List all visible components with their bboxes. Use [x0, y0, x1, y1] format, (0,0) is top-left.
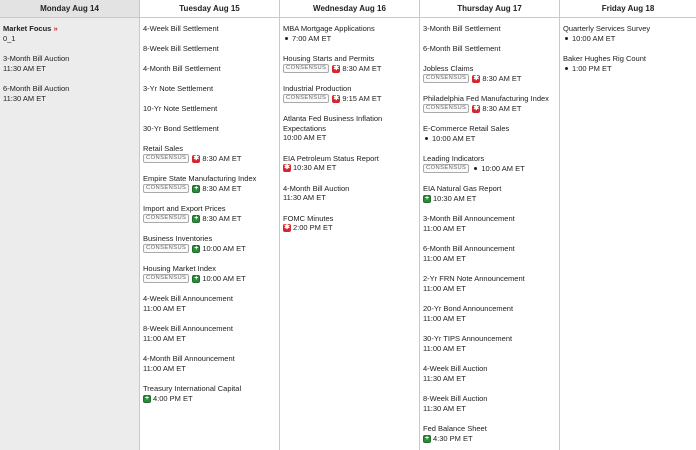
- event-item[interactable]: [423, 364, 559, 384]
- event-name-text[interactable]: 4-Week Bill Announcement: [143, 294, 233, 303]
- event-name-text[interactable]: 3-Month Bill Auction: [3, 54, 70, 63]
- event-time-row: [143, 304, 279, 314]
- event-item[interactable]: [423, 24, 559, 34]
- event-item[interactable]: [283, 84, 419, 104]
- star-badge-icon: ✱: [473, 74, 480, 82]
- event-name[interactable]: [423, 424, 559, 434]
- event-time: 11:30 AM ET: [423, 403, 466, 413]
- event-time: 11:00 AM ET: [143, 363, 186, 373]
- event-name[interactable]: [283, 114, 419, 133]
- event-time-row: [423, 254, 559, 264]
- event-item[interactable]: [423, 94, 559, 114]
- event-name-text[interactable]: Housing Starts and Permits: [283, 54, 375, 63]
- plus-badge-icon: +: [194, 214, 199, 222]
- event-time-row: [423, 404, 559, 414]
- star-badge-icon: ✱: [284, 224, 290, 231]
- event-time-row: [143, 214, 279, 224]
- plus-badge-icon: +: [424, 194, 430, 202]
- event-time: 11:00 AM ET: [423, 223, 466, 233]
- event-name[interactable]: [563, 24, 696, 34]
- event-time-row: [283, 133, 419, 143]
- event-time: 11:00 AM ET: [423, 343, 466, 353]
- event-time-row: [563, 64, 696, 74]
- event-name[interactable]: [143, 44, 279, 54]
- event-name-text[interactable]: E-Commerce Retail Sales: [423, 124, 510, 133]
- event-name[interactable]: [283, 24, 419, 34]
- event-time-row: [423, 224, 559, 234]
- event-time: 11:30 AM ET: [423, 373, 466, 383]
- event-item[interactable]: [423, 184, 559, 204]
- event-time-row: [283, 193, 419, 203]
- event-name-text[interactable]: 4-Month Bill Settlement: [143, 64, 221, 73]
- plus-badge-icon: +: [194, 244, 199, 252]
- event-time-row: [563, 34, 696, 44]
- event-name-text[interactable]: 20-Yr Bond Announcement: [423, 304, 514, 313]
- event-name-text[interactable]: MBA Mortgage Applications: [283, 24, 375, 33]
- event-time: 10:00 AM ET: [202, 243, 246, 253]
- event-name-text[interactable]: 4-Week Bill Auction: [423, 364, 488, 373]
- event-name[interactable]: [143, 124, 279, 134]
- event-item[interactable]: [563, 54, 696, 74]
- event-name-text[interactable]: 2-Yr FRN Note Announcement: [423, 274, 525, 283]
- event-name-text[interactable]: Retail Sales: [143, 144, 184, 153]
- event-time: 11:00 AM ET: [423, 313, 466, 323]
- event-time: 10:00 AM ET: [283, 133, 327, 142]
- event-name-text[interactable]: FOMC Minutes: [283, 213, 334, 223]
- event-item[interactable]: [423, 154, 559, 174]
- event-item[interactable]: [143, 44, 279, 54]
- event-time: 11:00 AM ET: [143, 333, 186, 343]
- bullet-dot-icon: [425, 137, 428, 140]
- plus-badge-icon: +: [194, 184, 199, 192]
- event-list: [280, 18, 419, 233]
- event-item[interactable]: [143, 384, 279, 404]
- event-subtext: 0_1: [3, 33, 16, 43]
- event-name-text[interactable]: 6-Month Bill Settlement: [423, 44, 501, 53]
- event-name[interactable]: [143, 64, 279, 74]
- event-name-text[interactable]: Baker Hughes Rig Count: [563, 54, 646, 63]
- link-arrow-icon[interactable]: »: [53, 24, 58, 33]
- event-name[interactable]: [283, 184, 419, 194]
- event-time-row: [143, 274, 279, 284]
- event-time-row: [423, 284, 559, 294]
- event-item[interactable]: [423, 64, 559, 84]
- event-name[interactable]: [283, 214, 419, 224]
- event-name-text[interactable]: Fed Balance Sheet: [423, 424, 487, 433]
- event-time: 8:30 AM ET: [482, 73, 522, 83]
- consensus-badge[interactable]: CONSENSUS: [143, 244, 189, 253]
- event-name-text[interactable]: 8-Week Bill Auction: [423, 394, 488, 403]
- event-item[interactable]: [3, 24, 139, 44]
- event-name[interactable]: [423, 124, 559, 134]
- event-item[interactable]: [423, 44, 559, 54]
- event-name[interactable]: [423, 24, 559, 34]
- event-item[interactable]: [143, 324, 279, 344]
- day-column: [420, 0, 560, 450]
- event-time-row: [423, 104, 559, 114]
- event-time: 1:00 PM ET: [572, 63, 612, 73]
- event-time-row: [143, 334, 279, 344]
- star-badge-icon: ✱: [284, 164, 290, 171]
- event-name[interactable]: [423, 214, 559, 224]
- event-time: 11:30 AM ET: [283, 193, 326, 202]
- event-name[interactable]: [3, 84, 139, 94]
- event-time: 9:15 AM ET: [342, 93, 382, 103]
- event-name-text[interactable]: 6-Month Bill Auction: [3, 84, 70, 93]
- event-time: 11:30 AM ET: [3, 93, 46, 103]
- bullet-dot-icon: [474, 167, 477, 170]
- event-time-row: [143, 364, 279, 374]
- event-time: 8:30 AM ET: [202, 153, 242, 163]
- event-time-row: [143, 244, 279, 254]
- event-time: 8:30 AM ET: [342, 63, 382, 73]
- event-item[interactable]: [283, 214, 419, 234]
- event-time: 10:30 AM ET: [293, 163, 337, 172]
- event-time-row: [423, 74, 559, 84]
- consensus-badge[interactable]: CONSENSUS: [423, 74, 469, 83]
- event-name-text[interactable]: Industrial Production: [283, 84, 352, 93]
- event-item[interactable]: [563, 24, 696, 44]
- event-time: 11:00 AM ET: [143, 303, 186, 313]
- event-time: 10:00 AM ET: [481, 163, 525, 173]
- day-column: [560, 0, 696, 450]
- consensus-badge[interactable]: CONSENSUS: [143, 214, 189, 223]
- event-name-text[interactable]: 3-Month Bill Settlement: [423, 24, 501, 33]
- event-item[interactable]: [423, 394, 559, 414]
- consensus-badge[interactable]: CONSENSUS: [143, 184, 189, 193]
- consensus-badge[interactable]: CONSENSUS: [283, 64, 329, 73]
- event-time: 2:00 PM ET: [293, 223, 333, 232]
- plus-badge-icon: +: [144, 394, 150, 402]
- event-item[interactable]: [143, 174, 279, 194]
- day-header: Thursday Aug 17: [420, 0, 559, 18]
- event-name-text[interactable]: Empire State Manufacturing Index: [143, 174, 257, 183]
- event-name-text[interactable]: Leading Indicators: [423, 154, 485, 163]
- day-header: Wednesday Aug 16: [280, 0, 419, 18]
- event-item[interactable]: [3, 54, 139, 74]
- event-item[interactable]: [423, 424, 559, 444]
- event-time-row: [143, 394, 279, 404]
- star-badge-icon: ✱: [473, 104, 480, 112]
- event-item[interactable]: [143, 104, 279, 114]
- event-list: [140, 18, 279, 404]
- event-name-text[interactable]: 8-Week Bill Settlement: [143, 44, 219, 53]
- event-time: 11:00 AM ET: [423, 283, 466, 293]
- day-column: [0, 0, 140, 450]
- event-time-row: [283, 64, 419, 74]
- event-time-row: [283, 94, 419, 104]
- event-name-text[interactable]: Import and Export Prices: [143, 204, 226, 213]
- event-item[interactable]: [143, 64, 279, 74]
- day-column: [140, 0, 280, 450]
- event-name-text[interactable]: EIA Natural Gas Report: [423, 184, 502, 193]
- event-name[interactable]: [423, 44, 559, 54]
- event-item[interactable]: [3, 84, 139, 104]
- plus-badge-icon: +: [194, 274, 199, 282]
- event-name[interactable]: [143, 234, 279, 244]
- event-item[interactable]: [423, 334, 559, 354]
- event-name-text[interactable]: 30-Yr Bond Settlement: [143, 124, 219, 133]
- event-time-row: [3, 64, 139, 74]
- event-list: [0, 18, 139, 104]
- event-name[interactable]: [423, 184, 559, 194]
- consensus-badge[interactable]: CONSENSUS: [143, 274, 189, 283]
- event-name[interactable]: [143, 104, 279, 114]
- event-name-text[interactable]: EIA Petroleum Status Report: [283, 153, 379, 163]
- day-header: Friday Aug 18: [560, 0, 696, 18]
- event-time-row: [423, 374, 559, 384]
- event-name[interactable]: [423, 244, 559, 254]
- event-item[interactable]: [283, 24, 419, 44]
- event-item[interactable]: [283, 154, 419, 174]
- event-name[interactable]: [283, 154, 419, 164]
- event-time-row: [283, 163, 419, 173]
- event-name-text[interactable]: Jobless Claims: [423, 64, 474, 73]
- event-item[interactable]: [423, 244, 559, 264]
- event-item[interactable]: [143, 294, 279, 314]
- consensus-badge[interactable]: CONSENSUS: [143, 154, 189, 163]
- event-name[interactable]: [143, 84, 279, 94]
- event-list: [420, 18, 559, 444]
- event-name-text[interactable]: 30-Yr TIPS Announcement: [423, 334, 513, 343]
- event-name-text[interactable]: Business Inventories: [143, 234, 213, 243]
- event-time: 11:30 AM ET: [3, 63, 46, 73]
- event-name[interactable]: [143, 324, 279, 334]
- event-time-row: [423, 194, 559, 204]
- event-item[interactable]: [143, 124, 279, 134]
- event-time-row: [423, 344, 559, 354]
- event-name-text[interactable]: 6-Month Bill Announcement: [423, 244, 515, 253]
- event-name[interactable]: [143, 294, 279, 304]
- event-time: 10:00 AM ET: [572, 33, 616, 43]
- day-header: Monday Aug 14: [0, 0, 139, 18]
- plus-badge-icon: +: [424, 434, 430, 442]
- event-name-text[interactable]: 4-Month Bill Auction: [283, 183, 350, 193]
- event-name[interactable]: [423, 64, 559, 74]
- event-item[interactable]: [423, 214, 559, 234]
- event-name[interactable]: [283, 84, 419, 94]
- event-item[interactable]: [423, 124, 559, 144]
- event-name-text[interactable]: Atlanta Fed Business Inflation Expectations: [283, 114, 383, 133]
- event-name[interactable]: [3, 24, 139, 34]
- event-name-text[interactable]: Housing Market Index: [143, 264, 216, 273]
- event-name[interactable]: [143, 384, 279, 394]
- event-name-text[interactable]: 3-Yr Note Settlement: [143, 84, 214, 93]
- day-column: [280, 0, 420, 450]
- event-item[interactable]: [423, 304, 559, 324]
- event-item[interactable]: [143, 264, 279, 284]
- event-name[interactable]: [423, 304, 559, 314]
- event-name[interactable]: [143, 264, 279, 274]
- event-item[interactable]: [283, 54, 419, 74]
- event-time-row: [143, 154, 279, 164]
- event-item[interactable]: [283, 184, 419, 204]
- event-item[interactable]: [143, 234, 279, 254]
- event-time: 10:30 AM ET: [433, 193, 477, 203]
- event-time: 8:30 AM ET: [482, 103, 522, 113]
- event-name-text[interactable]: 3-Month Bill Announcement: [423, 214, 515, 223]
- event-time: 10:00 AM ET: [432, 133, 476, 143]
- event-time: 11:00 AM ET: [423, 253, 466, 263]
- event-name-text[interactable]: 10-Yr Note Settlement: [143, 104, 218, 113]
- event-name-text[interactable]: 8-Week Bill Announcement: [143, 324, 233, 333]
- event-time-row: [3, 94, 139, 104]
- event-time-row: [423, 314, 559, 324]
- event-item[interactable]: [143, 84, 279, 94]
- event-name-text[interactable]: Market Focus: [3, 24, 52, 33]
- event-name-text[interactable]: Philadelphia Fed Manufacturing Index: [423, 94, 549, 103]
- event-name[interactable]: [3, 54, 139, 64]
- event-name[interactable]: [143, 354, 279, 364]
- event-name[interactable]: [423, 154, 559, 164]
- event-item[interactable]: [143, 24, 279, 34]
- event-name[interactable]: [563, 54, 696, 64]
- event-time: 7:00 AM ET: [292, 33, 332, 43]
- event-time: 10:00 AM ET: [202, 273, 246, 283]
- event-time-row: [423, 164, 559, 174]
- event-item[interactable]: [143, 144, 279, 164]
- star-badge-icon: ✱: [333, 94, 340, 102]
- bullet-dot-icon: [565, 67, 568, 70]
- event-name[interactable]: [423, 364, 559, 374]
- event-name[interactable]: [423, 394, 559, 404]
- event-time-row: [423, 434, 559, 444]
- event-time-row: [283, 223, 419, 233]
- event-time: 8:30 AM ET: [202, 183, 242, 193]
- event-name-text[interactable]: 4-Week Bill Settlement: [143, 24, 219, 33]
- consensus-badge[interactable]: CONSENSUS: [423, 104, 469, 113]
- consensus-badge[interactable]: CONSENSUS: [283, 94, 329, 103]
- event-time: 4:00 PM ET: [153, 393, 193, 403]
- star-badge-icon: ✱: [333, 64, 340, 72]
- event-name[interactable]: [143, 204, 279, 214]
- event-name-text[interactable]: 4-Month Bill Announcement: [143, 354, 235, 363]
- star-badge-icon: ✱: [193, 154, 200, 162]
- event-time-row: [283, 34, 419, 44]
- bullet-dot-icon: [565, 37, 568, 40]
- event-name[interactable]: [423, 334, 559, 344]
- consensus-badge[interactable]: CONSENSUS: [423, 164, 469, 173]
- day-header: Tuesday Aug 15: [140, 0, 279, 18]
- event-name-text[interactable]: Treasury International Capital: [143, 384, 242, 393]
- event-item[interactable]: [423, 274, 559, 294]
- event-name[interactable]: [283, 54, 419, 64]
- event-name[interactable]: [423, 94, 559, 104]
- event-time: 4:30 PM ET: [433, 433, 473, 443]
- bullet-dot-icon: [285, 37, 288, 40]
- event-name[interactable]: [143, 24, 279, 34]
- event-name[interactable]: [143, 174, 279, 184]
- event-item[interactable]: [143, 204, 279, 224]
- event-list: [560, 18, 696, 74]
- event-name[interactable]: [143, 144, 279, 154]
- event-name[interactable]: [423, 274, 559, 284]
- event-item[interactable]: [143, 354, 279, 374]
- event-item[interactable]: [283, 114, 419, 143]
- event-name-text[interactable]: Quarterly Services Survey: [563, 24, 651, 33]
- event-time-row: [423, 134, 559, 144]
- event-time-row: [143, 184, 279, 194]
- event-time: 8:30 AM ET: [202, 213, 242, 223]
